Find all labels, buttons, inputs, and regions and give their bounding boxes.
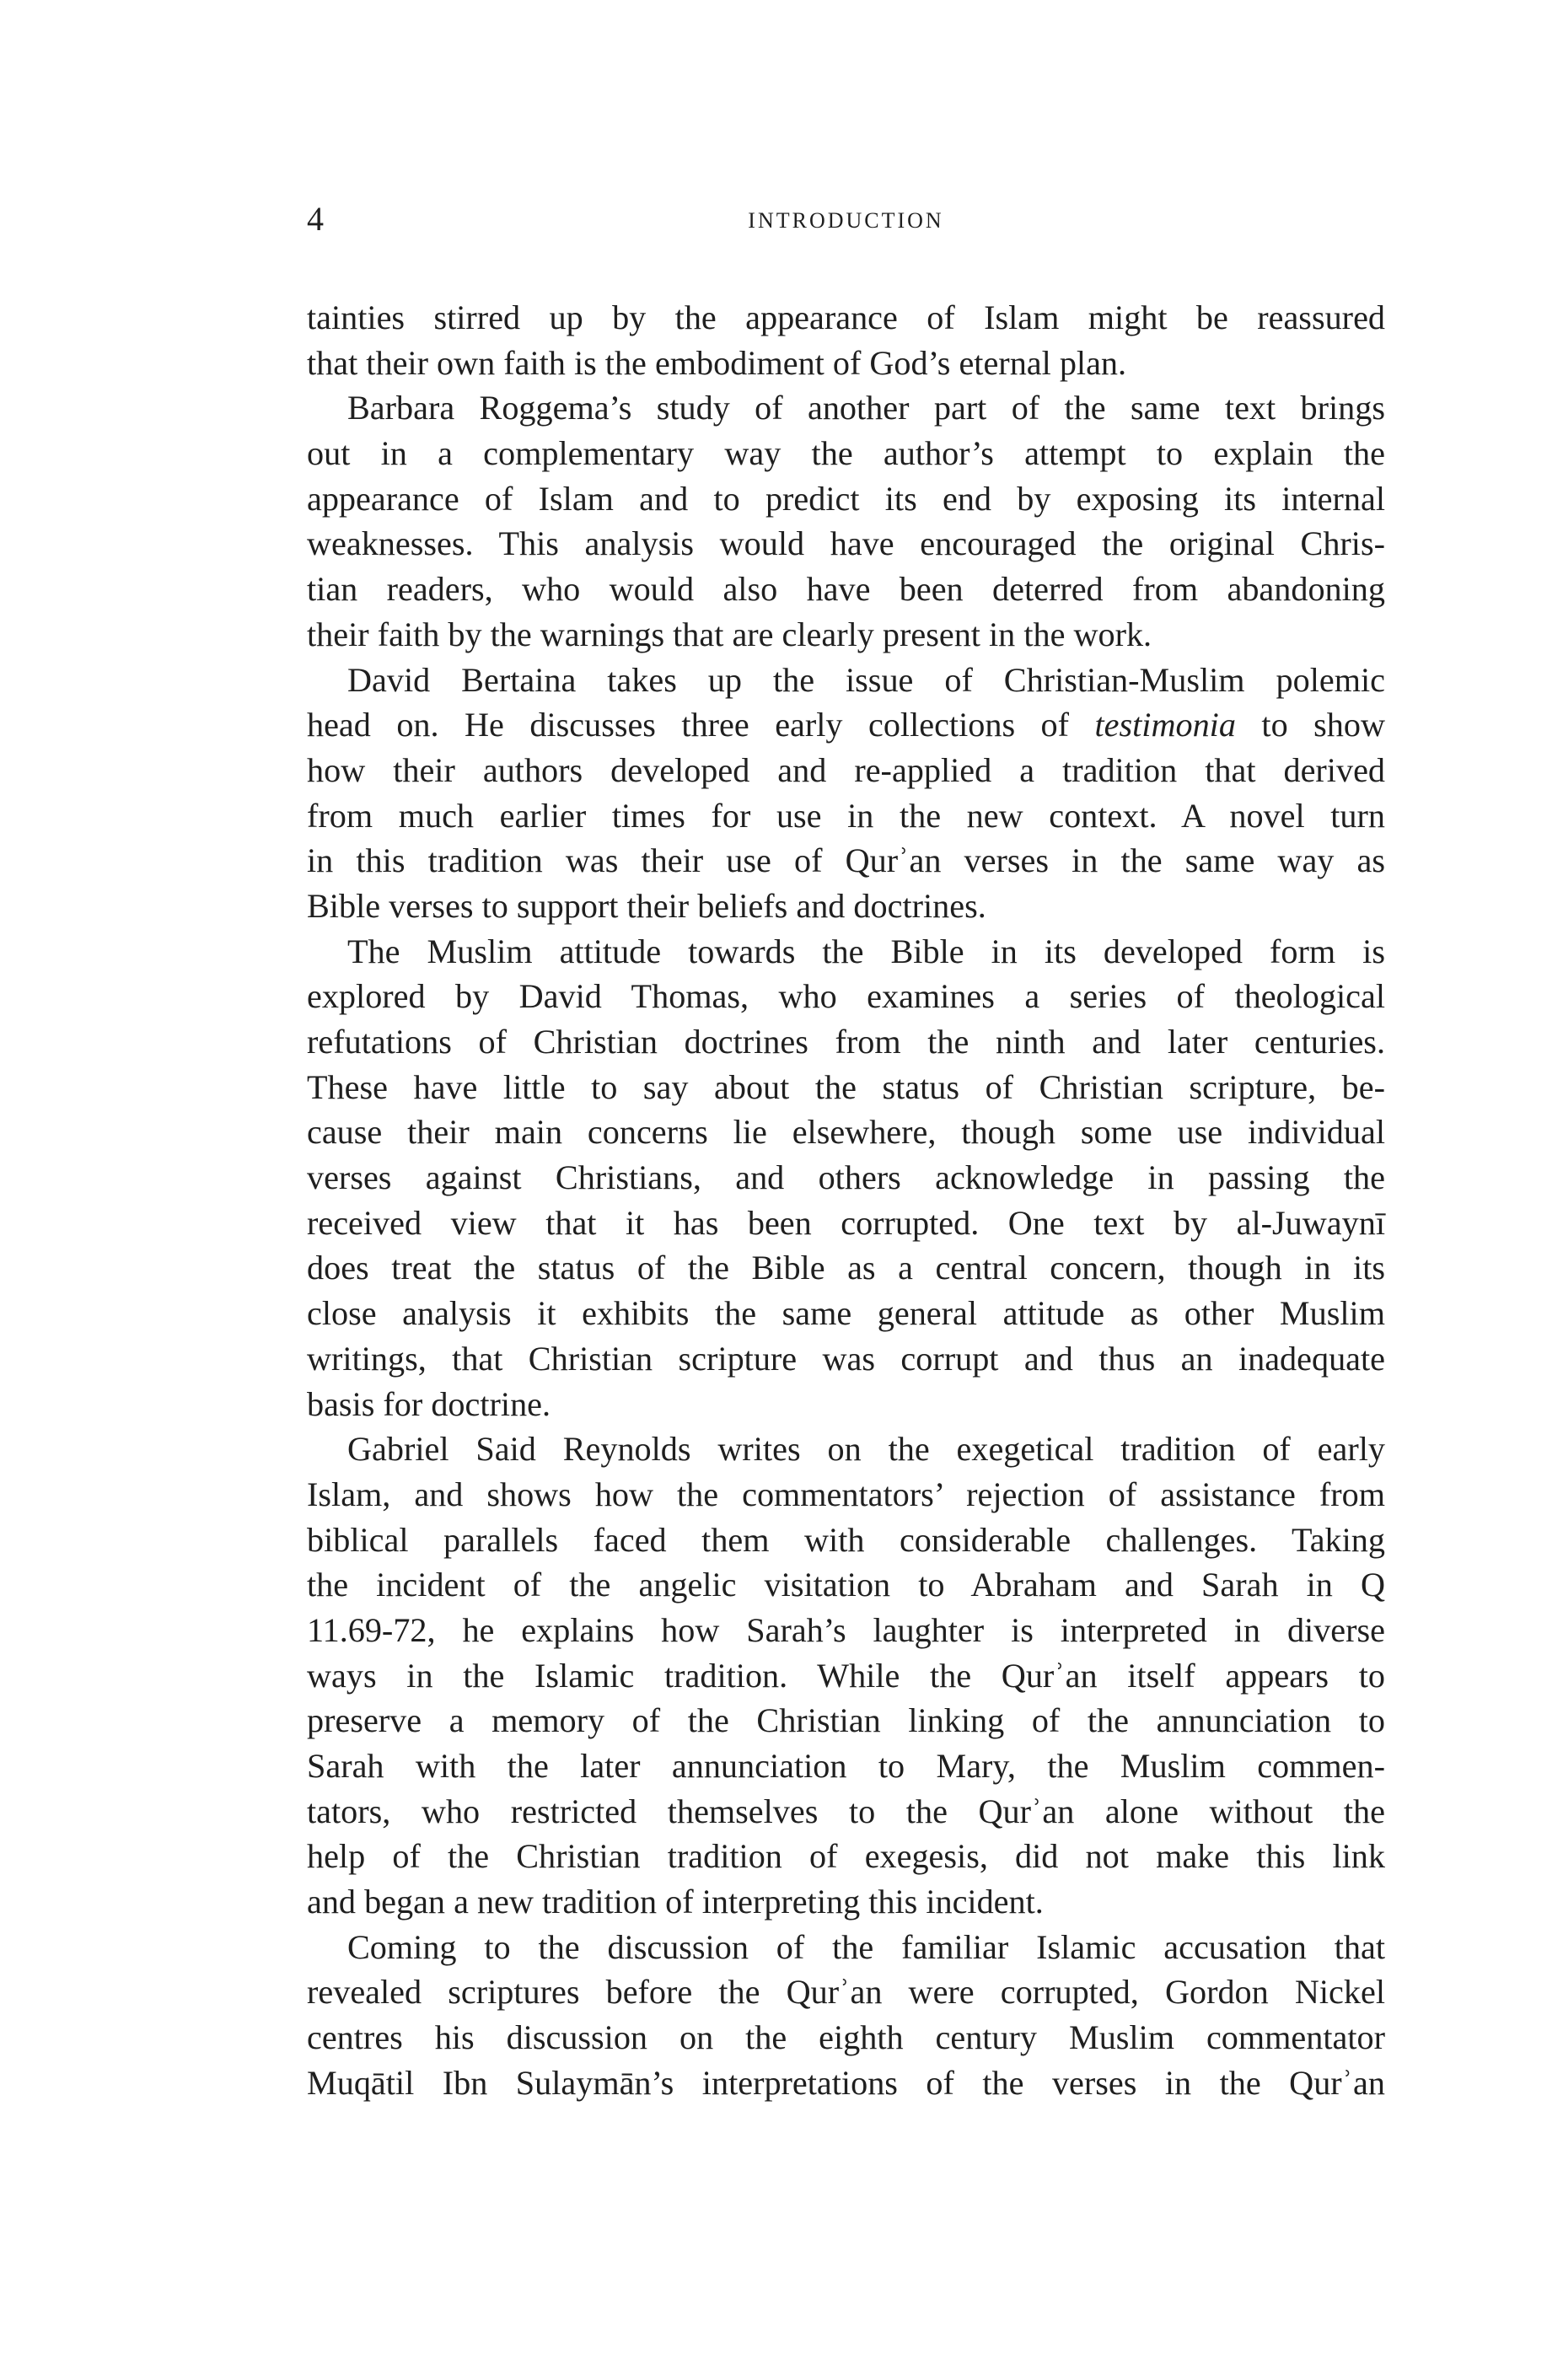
text-line: help of the Christian tradition of exegesis, did not make this link bbox=[307, 1837, 1385, 1876]
text-line: The Muslim attitude towards the Bible in its developed form is bbox=[347, 932, 1385, 970]
text-line: does treat the status of the Bible as a central concern, though in its bbox=[307, 1249, 1385, 1287]
text-line: out in a complementary way the author’s attempt to explain the bbox=[307, 434, 1385, 473]
text-line: ways in the Islamic tradition. While the Qurʾan itself appears to bbox=[307, 1656, 1385, 1695]
text-line: and began a new tradition of interpreting this incident. bbox=[307, 1883, 1044, 1921]
paragraph-1 bbox=[307, 295, 1385, 385]
text-line: tainties stirred up by the appearance of Islam might be reassured bbox=[307, 298, 1385, 336]
text-line: how their authors developed and re-applied a tradition that derived bbox=[307, 750, 1385, 789]
text-line: tian readers, who would also have been deterred from abandoning bbox=[307, 570, 1385, 609]
paragraph-4 bbox=[307, 929, 1385, 1427]
text-line: from much earlier times for use in the new context. A novel turn bbox=[307, 796, 1385, 835]
body-text bbox=[307, 295, 1385, 2106]
text-line: weaknesses. This analysis would have encouraged the original Chris- bbox=[307, 524, 1385, 563]
text-line: the incident of the angelic visitation to Abraham and Sarah in Q bbox=[307, 1566, 1385, 1604]
text-line: verses against Christians, and others acknowledge in passing the bbox=[307, 1158, 1385, 1197]
page-number: 4 bbox=[307, 200, 325, 238]
text-line: Barbara Roggema’s study of another part of the same text brings bbox=[347, 389, 1385, 427]
text-line: cause their main concerns lie elsewhere, though some use individual bbox=[307, 1113, 1385, 1152]
text-line: basis for doctrine. bbox=[307, 1384, 551, 1423]
text-line: preserve a memory of the Christian linking of the annunciation to bbox=[307, 1701, 1385, 1740]
paragraph-3 bbox=[307, 658, 1385, 929]
paragraph-6 bbox=[307, 1925, 1385, 2106]
running-head: INTRODUCTION bbox=[748, 208, 944, 233]
text-line: explored by David Thomas, who examines a series of theological bbox=[307, 977, 1385, 1016]
text-line: that their own faith is the embodiment of God’s eternal plan. bbox=[307, 343, 1127, 382]
text-line: centres his discussion on the eighth century Muslim commentator bbox=[307, 2018, 1385, 2057]
text-line: tators, who restricted themselves to the Qurʾan alone without the bbox=[307, 1792, 1385, 1830]
text-line: These have little to say about the status of Christian scripture, be- bbox=[307, 1067, 1385, 1106]
text-line: David Bertaina takes up the issue of Christian-Muslim polemic bbox=[347, 660, 1385, 699]
text-line-with-italic: head on. He discusses three early collections of testimonia to show bbox=[307, 706, 1385, 744]
text-line: Gabriel Said Reynolds writes on the exegetical tradition of early bbox=[347, 1430, 1385, 1469]
text-line: in this tradition was their use of Qurʾan verses in the same way as bbox=[307, 841, 1385, 880]
text-line: their faith by the warnings that are clearly present in the work. bbox=[307, 615, 1152, 653]
text-line: Muqātil Ibn Sulaymān’s interpretations of the verses in the Qurʾan bbox=[307, 2063, 1385, 2102]
text-line: appearance of Islam and to predict its end by exposing its internal bbox=[307, 479, 1385, 518]
text-line: refutations of Christian doctrines from the ninth and later centuries. bbox=[307, 1023, 1385, 1061]
text-line: writings, that Christian scripture was corrupt and thus an inadequate bbox=[307, 1339, 1385, 1378]
text-line: revealed scriptures before the Qurʾan were corrupted, Gordon Nickel bbox=[307, 1973, 1385, 2012]
italic-term: testimonia bbox=[1094, 706, 1236, 744]
paragraph-2 bbox=[307, 385, 1385, 657]
text-line: Islam, and shows how the commentators’ rejection of assistance from bbox=[307, 1475, 1385, 1513]
text-line: close analysis it exhibits the same general attitude as other Muslim bbox=[307, 1294, 1385, 1333]
text-line: 11.69-72, he explains how Sarah’s laughter is interpreted in diverse bbox=[307, 1610, 1385, 1649]
text-line: Coming to the discussion of the familiar Islamic accusation that bbox=[347, 1927, 1385, 1966]
text-line: received view that it has been corrupted. One text by al-Juwaynī bbox=[307, 1203, 1385, 1242]
paragraph-5 bbox=[307, 1426, 1385, 1925]
text-line: Bible verses to support their beliefs and doctrines. bbox=[307, 886, 986, 925]
text-line: Sarah with the later annunciation to Mary, the Muslim commen- bbox=[307, 1747, 1385, 1785]
text-line: biblical parallels faced them with considerable challenges. Taking bbox=[307, 1520, 1385, 1559]
